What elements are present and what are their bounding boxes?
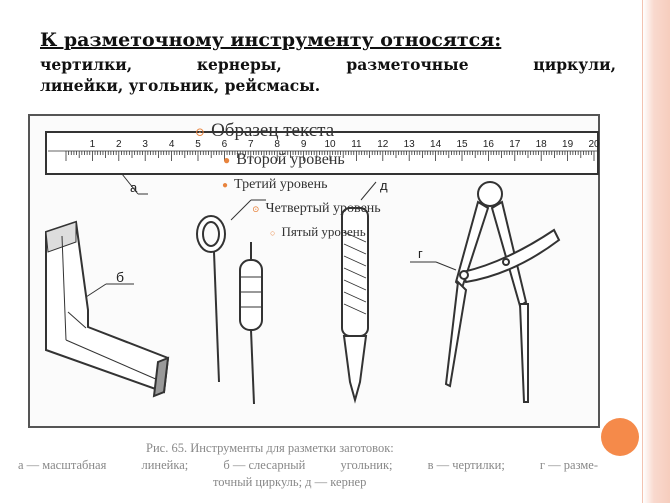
ruler-number: 9 bbox=[300, 139, 307, 150]
outline-level-5: ○ Пятый уровень bbox=[270, 224, 366, 239]
bullet-icon: ● bbox=[223, 153, 231, 167]
outline-level-4: ⊙ Четвертый уровень bbox=[252, 201, 381, 216]
ruler-number: 5 bbox=[195, 139, 201, 150]
outline-level-3: ● Третий уровень bbox=[222, 177, 328, 192]
bullet-icon: ○ bbox=[270, 228, 276, 238]
ruler-number: 6 bbox=[221, 139, 228, 150]
bullet-icon: ● bbox=[222, 180, 229, 191]
slide-body bbox=[40, 54, 616, 96]
ruler-number: 19 bbox=[562, 139, 574, 150]
figure-caption bbox=[18, 440, 598, 491]
caption-line-1: Рис. 65. Инструменты для разметки заготовок: bbox=[146, 441, 394, 455]
ruler-number: 7 bbox=[248, 139, 254, 150]
ruler-number: 2 bbox=[116, 139, 122, 150]
ruler-number: 8 bbox=[274, 139, 280, 150]
caption-line-2 bbox=[18, 457, 598, 474]
slide-title: К разметочному инструменту относятся: bbox=[40, 29, 502, 51]
ruler-number: 17 bbox=[509, 139, 521, 150]
ruler-number: 13 bbox=[403, 139, 415, 150]
outline-level-1: ⊙ Образец текста bbox=[195, 120, 335, 141]
body-line-2: линейки, угольник, рейсмасы. bbox=[40, 76, 321, 95]
label-b: б bbox=[116, 269, 125, 285]
caption-part: а — масштабная bbox=[18, 458, 107, 472]
caption-part: б — слесарный bbox=[223, 458, 306, 472]
label-d: д bbox=[380, 178, 388, 193]
ruler-number: 14 bbox=[430, 139, 442, 150]
bullet-icon: ⊙ bbox=[252, 204, 260, 214]
label-g: г bbox=[418, 246, 423, 261]
caption-part: г — разме- bbox=[539, 458, 598, 472]
caption-line-3: точный циркуль; д — кернер bbox=[213, 475, 367, 489]
body-word: разметочные bbox=[346, 55, 469, 74]
ruler-number: 16 bbox=[482, 139, 494, 150]
ruler-number: 12 bbox=[377, 139, 389, 150]
bullet-icon: ⊙ bbox=[195, 125, 206, 139]
body-word: чертилки, bbox=[40, 55, 133, 74]
caption-part: в — чертилки; bbox=[427, 458, 505, 472]
ruler-number: 11 bbox=[351, 139, 362, 150]
body-line-1 bbox=[40, 54, 616, 75]
accent-dot bbox=[601, 418, 639, 456]
ruler-number: 10 bbox=[324, 139, 336, 150]
caption-part: угольник; bbox=[340, 458, 393, 472]
ruler-number: 4 bbox=[168, 139, 175, 150]
outline-level-2: ● Второй уровень bbox=[223, 151, 345, 168]
caption-part: линейка; bbox=[141, 458, 189, 472]
ruler-number: 18 bbox=[535, 139, 547, 150]
ruler-number: 3 bbox=[142, 139, 148, 150]
ruler-number: 1 bbox=[89, 139, 96, 150]
slide-side-rail bbox=[643, 0, 670, 503]
ruler-number: 15 bbox=[456, 139, 468, 150]
body-word: кернеры, bbox=[196, 55, 282, 74]
body-word: циркули, bbox=[533, 55, 616, 74]
ruler-number: 20 bbox=[588, 139, 600, 150]
label-a: а bbox=[130, 180, 138, 195]
